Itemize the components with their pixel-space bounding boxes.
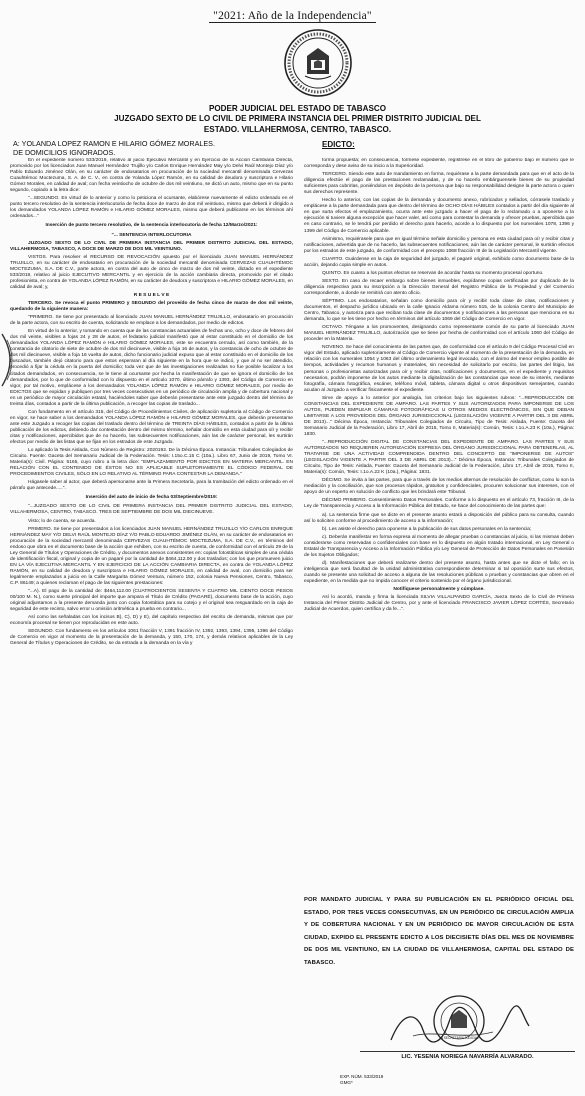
closing-mandate: POR MANDATO JUDICIAL Y PARA SU PUBLICACIÓN EN EL PERIÓDICO OFICIAL DEL ESTADO, POR TRES VECES CONSECUTIVAS, EN UN PERIÓDICO DE CIRCULACIÓN AMPLIA Y DE COBERTURA NACIONAL Y EN UN PERIÓDICO DE MAYOR CIRCULACIÓN DE ESTA CIUDAD, EXPIDO EL PRESENTE EDICTO A LOS DIECISIETE DÍAS DEL MES DE NOVIEMBRE DE DOS MIL VEINTIUNO, EN LA CIUDAD DE VILLAHERMOSA, CAPITAL DEL ESTADO DE TABASCO. bbox=[304, 897, 574, 966]
file-initials: GMG* bbox=[340, 1079, 353, 1085]
left-section-title: Inserción de punto tercero resolutivo, de la sentencia interlocutoria de fecha 12/Marzo/2021: bbox=[45, 223, 258, 229]
right-paragraph: Hecho lo anterior, con las copias de la demanda y documento anexo, rubricados y sellados, córrasele traslado y emplácese a la parte demandada para que dentro del término de OCHO DÍAS HÁBILES contados a partir del día siguiente al en que surta efectos el emplazamiento, ocurra ante este juzgado a hacer el pago de lo reclamado o a oponerse a la ejecución si tuviere alguna excepción que hacer valer, así como para contestar la demanda y ofrecer pruebas, apercibida que en caso contrario, se le tendrá por perdido el derecho para hacerlo, acorde a lo dispuesto por los numerales 1078, 1396 y 1399 del Código de Comercio aplicable. bbox=[304, 198, 574, 234]
right-paragraph: OCTAVO. Téngase a los promoventes, designando como representante común de su parte al licenciado JUAN MANUEL HERNÁNDEZ TRUJILLO, autorización que se tiene por hecha de conformidad con el artículo 1060 del Código de proceder en la Materia. bbox=[304, 325, 574, 343]
left-paragraph: "...SEGUNDO. En virtud de lo anterior y como lo peticiona el ocursante, elabórese nuevamente el edicto ordenado en el punto tercero resolutivo de la sentencia interlocutoria de fecha doce de marzo de dos mil veintiuno, mismo que deberá ir dirigido a los demandados YOLANDA LÓPEZ RAMÓN e HILARIO GÓMEZ MORALES, mismo que deberá publicarse en los términos ahí ordenados..." bbox=[10, 196, 293, 220]
right-paragraph: "...REPRODUCCIÓN DIGITAL DE CONSTANCIAS DEL EXPEDIENTE DE AMPARO. LAS PARTES Y SUS AUTORIZADOS NO REQUIEREN AUTORIZACIÓN EXPRESA DEL ÓRGANO JURISDICCIONAL PARA OBTENERLAS, AL TRATARSE DE UNA ACTIVIDAD COMPRENDIDA DENTRO DEL CONCEPTO DE "IMPONERSE DE AUTOS" (LEGISLACIÓN VIGENTE A PARTIR DEL 3 DE ABRIL DE 2013)..." Décima Época, Instancia: Tribunales Colegiados de Circuito, Tipo de Tesis: Aislada, Fuente: Gaceta del Semanario Judicial de la Federación, Libro 17, Abril de 2015, Tomo II, Materia(s): Común, Tesis: I.1o.A.22 K (10a.), Página: 1831. bbox=[304, 440, 574, 476]
left-paragraph: "...A). El pago de la cantidad de: $464,112.00 (CUATROCIENTOS SESENTA Y CUATRO MIL CIENTO DOCE PESOS 00/100 M. N.), como suerte principal del importe que ampara el Título de Crédito (PAGARÉ), documento base de la acción, cuyo original adjuntamos a la presente demanda junto con copia fotostática para su cotejo y el original sea resguardado en la caja de seguridad de este recinto, salvo error u omisión aritmética a prueba en contrario... bbox=[10, 589, 293, 613]
header-line-2: JUZGADO SEXTO DE LO CIVIL DE PRIMERA INSTANCIA DEL PRIMER DISTRITO JUDICIAL DEL ESTADO. VILLAHERMOSA, CENTRO, TABASCO. bbox=[114, 114, 481, 134]
right-paragraph: Así lo acordó, manda y firma la licenciada SILVIA VILLALPANDO GARCÍA, Jueza Sexto de lo Civil de Primera Instancia del Primer Distrito Judicial de Centro, por y ante el licenciado FRANCISCO JAVIER LÓPEZ CORTÉS, Secretario Judicial de Acuerdos, quien certifica y da fe...". bbox=[304, 595, 574, 613]
left-paragraph: En virtud de lo anterior, y tomando en cuenta que de las constancias actuariales de fechas uno, ocho y doce de febrero del dos mil veinte, visibles a fojas 24 y 28 de autos, el fedatario judicial manifestó que al estar constituido en el domicilio de los demandados YOLANDA LÓPEZ RAMÓN e HILARIO GÓMEZ MORALES, este se encuentra cerrado, así como también, de la constancia de citatorio de siete de octubre de dos mil diecinueve, visible a foja 16 de autos, y la constancia de ocho de octubre de dos mil diecinueve, visible a foja 16 vuelta de autos, dicho funcionario judicial expuso que al estar constituido en el domicilio de los buscados, también dejó citatorio para que estos esperaran al día siguiente en la hora que se indicó, y que al no ser atendido, procedió a fijar la cédula en la puerta del domicilio; toda vez que de las investigaciones realizadas no fue posible localizar a los citados demandados, en consecuencia, se le tiene al ocursante por hecha la manifestación de que se ignora el domicilio de los demandados, por lo que de conformidad con lo dispuesto en el artículo 1070, último párrafo y 1393, del Código de Comercio en vigor, por tal motivo, emplácese a los demandados YOLANDA LÓPEZ RAMÓN e HILARIO GÓMEZ MORALES, por medio de EDICTOS que se expidan y publiquen por tres veces consecutivas en un periódico de circulación amplia y de cobertura nacional y en un periódico de mayor circulación estatal, haciéndoles saber que deberán presentarse ante este juzgado dentro del término de treinta días, contados a partir de la última publicación, a recoger las copias de traslado... bbox=[10, 329, 293, 407]
right-column bbox=[304, 158, 574, 893]
left-paragraph: SEGUNDO. Con fundamento en los artículos 1061 fracción V, 1391 fracción IV, 1392, 1393, 1394, 1395, 1396 del Código de Comercio en vigor al momento de la presentación de la demanda, y 150, 170, 174, y demás relativos aplicables de la Ley General de Títulos y Operaciones de Crédito, se da entrada a la demanda en la vía y bbox=[10, 629, 293, 647]
edicto-title: EDICTO: bbox=[322, 140, 355, 149]
right-paragraph: forma propuesta; en consecuencia, fórmese expediente, regístrese en el libro de gobierno bajo el número que le corresponda y dese aviso de su inicio a la Superioridad. bbox=[304, 158, 574, 170]
left-paragraph: Así como las señaladas con los incisos B), C), D) y E), del capítulo respectivo del escrito de demanda, mismas que por economía procesal se tienen por reproducidas en este auto. bbox=[10, 615, 293, 627]
left-paragraph: "...JUZGADO SEXTO DE LO CIVIL DE PRIMERA INSTANCIA DEL PRIMER DISTRITO JUDICIAL DEL ESTADO, VILLAHERMOSA, CENTRO, TABASCO. TRES DE SEPTIEMBRE DE DOS MIL DIECINUEVE. bbox=[10, 504, 293, 516]
right-paragraph: c). Deberán manifestar en forma expresa al momento de allegar pruebas o constancias al juicio, si las mismas deben considerarse como reservadas o confidenciales con base en lo dispuesto en algún tratado internacional, en Ley General o Estatal de Transparencia y Acceso a la Información Pública y/o Ley General de Protección de Datos Personales en Posesión de los Sujetos Obligados; bbox=[304, 534, 574, 558]
right-paragraph: DÉCIMO. Se invita a las partes, para que a través de los medios alternos de resolución de conflictos, como lo son la mediación y la conciliación, que son procesos rápidos, gratuitos y confidenciales, procuren solucionar sus intereses, con el apoyo de un experto en solución de conflicto que les brindará este Tribunal. bbox=[304, 478, 574, 496]
right-paragraph: SEXTO. En caso de recaer embargo sobre bienes inmuebles, expídanse copias certificadas por duplicado de la diligencia respectiva para su inscripción a la Dirección General del Registro Público de la Propiedad y del Comercio correspondiente, a donde se remitirá con atento oficio. bbox=[304, 278, 574, 296]
left-section-title: "... SENTENCIA INTERLOCUTORIA bbox=[111, 232, 192, 238]
left-section-title: Inserción del auto de inicio de fecha 03/Septiembre/2019: bbox=[85, 495, 218, 501]
year-banner bbox=[0, 10, 585, 22]
right-paragraph: CUARTO. Guárdense en la caja de seguridad del juzgado, el pagaré original, exhibido como documento base de la acción, dejando copia simple en autos. bbox=[304, 256, 574, 268]
right-paragraph: Sirve de apoyo a lo anterior por analogía, los criterios bajo los siguientes rubros: "...REPRODUCCIÓN DE CONSTANCIAS DEL EXPEDIENTE DE AMPARO. LAS PARTES Y SUS AUTORIZADOS PARA IMPONERSE DE LOS AUTOS, PUEDEN EMPLEAR CÁMARAS FOTOGRÁFICAS U OTROS MEDIOS ELECTRÓNICOS, SIN QUE DEBAN LIMITARSE A LOS PROVEÍDOS DEL ÓRGANO JURISDICCIONAL (LEGISLACIÓN VIGENTE A PARTIR DEL 3 DE ABRIL DE 2013)..." Décima Época, Instancia: Tribunales Colegiados de Circuito, Tipo de Tesis: Aislada, Fuente: Gaceta del Semanario Judicial de la Federación, Libro 17, Abril de 2015, Tomo II, Materia(s): Común, Tesis: I.1o.A.23 K (10a.), Página: 1830. bbox=[304, 395, 574, 437]
right-paragraph: a). La sentencia firme que se dicte en el presente asunto estará a disposición del público para su consulta, cuando así lo soliciten conforme al procedimiento de acceso a la información; bbox=[304, 512, 574, 524]
left-paragraph: Hágasele saber al actor, que deberá apersonarse ante la Primera Secretaría, para la tramitación del edicto ordenado en el párrafo que antecede.....". bbox=[10, 480, 293, 492]
right-paragraph: b). Les asiste el derecho para oponerse a la publicación de sus datos personales en la sentencia; bbox=[322, 526, 532, 532]
court-seal-icon bbox=[283, 28, 353, 98]
signer-name: LIC. YESENIA NORIEGA NAVARRÍA ALVARADO. bbox=[360, 1051, 575, 1060]
addressee-line-1: A: YOLANDA LOPEZ RAMON E HILARIO GÓMEZ MORALES. bbox=[13, 139, 215, 148]
year-banner-text: "2021: Año de la Independencia" bbox=[209, 10, 376, 23]
left-column bbox=[10, 158, 293, 1062]
addressee bbox=[13, 140, 313, 158]
left-paragraph: JUZGADO SEXTO DE LO CIVIL DE PRIMERA INSTANCIA DEL PRIMER DISTRITO JUDICIAL DEL ESTADO, VILLAHERMOSA, TABASCO, A DOCE DE MARZO DE DOS MIL VEINTIUNO. bbox=[10, 240, 293, 252]
left-paragraph: "PRIMERO. Se tiene por presentado al licenciado JUAN MANUEL HERNÁNDEZ TRUJILLO, endosatario en procuración de la parte actora, con su escrito de cuenta, solicitando se emplace a los demandados, por medio de edictos. bbox=[10, 315, 293, 327]
right-paragraph: TERCERO. Siendo este auto de mandamiento en forma, requiérase a la parte demandada para que en el acto de la diligencia efectúe el pago de las prestaciones reclamadas, y de no hacerlo embárguensele bienes de su propiedad suficientes para cubrirlas, poniéndolos en depósito de la persona que bajo su responsabilidad designe la parte actora o quien sus derechos represente. bbox=[304, 172, 574, 196]
left-paragraph: VISTOS. Para resolver el RECURSO DE REVOCACIÓN opuesto por el licenciado JUAN MANUEL HERNÁNDEZ TRUJILLO, en su carácter de endosatario en procuración de la sociedad mercantil denominada CERVEZAS CUAUHTÉMOC MOCTEZUMA, S.A. DE C.V., parte actora, en contra del auto de cinco de marzo de dos mil veinte, dictado en el expediente 533/2019, relativo al juicio EJECUTIVO MERCANTIL y en ejercicio de la acción cambiaria directa, promovido por el citado profesionista, en contra de YOLANDA LÓPEZ RAMÓN, en su carácter de deudora y suscriptora e HILARIO GÓMEZ MORALES, en calidad de aval; y, bbox=[10, 254, 293, 290]
right-paragraph: SÉPTIMO. Los endosatarios, señalan como domicilio para oír y recibir toda clase de citas, notificaciones y documentos, el despacho jurídico ubicado en la calle Ignacio Aldama número 515, de la colonia Centro del Municipio de Centro, Tabasco, y autoriza para que reciban toda clase de documentos y notificaciones a las personas que menciona en su demanda, lo que se les tiene por hecho en términos del artículo 1069 del Código de Comercio en vigor. bbox=[304, 298, 574, 323]
header-line-1: PODER JUDICIAL DEL ESTADO DE TABASCO bbox=[208, 104, 387, 113]
left-section-title: R E S U E L V E bbox=[133, 292, 170, 298]
left-paragraph: TERCERO. Se revoca el punto PRIMERO y SEGUNDO del proveído de fecha cinco de marzo de dos mil veinte, quedando de la siguiente manera: bbox=[10, 300, 293, 313]
stamp-text: LA SECRETARIA JUDICIAL bbox=[439, 1036, 479, 1040]
handwritten-signature bbox=[383, 1000, 533, 1052]
left-paragraph: En el expediente número 533/2019, relativo al juicio Ejecutivo Mercantil y en Ejercicio de la Acción Cambiaria Directa, promovido por los licenciados Juan Manuel Hernández Trujillo y/o Carlos Enrique Hernández May y/o Delvi Raúl Montejo Díaz y/o Pablo Eduardo Jiménez Olán, en su carácter de endosatarios en procuración de la sociedad mercantil denominada Cervezas Cuauhtémoc Moctezuma, S. A. de C. V., en contra de Yolanda López Ramón, en su calidad de deudora y suscriptora e Hilario Gómez Morales, en calidad de aval; con fecha veintiocho de octubre de dos mil veintiuno, se dictó un auto, mismo que en su punto segundo, copiado a la letra dice: bbox=[10, 158, 293, 194]
left-paragraph: PRIMERO. Se tiene por presentados a los licenciados JUAN MANUEL HERNÁNDEZ TRUJILLO Y/O CARLOS ENRIQUE HERNÁNDEZ MAY Y/O DELVI RAÚL MONTEJO DÍAZ Y/O PABLO EDUARDO JIMÉNEZ OLÁN, en su carácter de endosatarios en procuración de la sociedad mercantil denominada CERVEZAS CUAUHTÉMOC MOCTEZUMA, S.A. DE C.V., en términos del endoso que obra en el documento base de la acción que exhiben, con su escrito de cuenta, de conformidad con el artículo 29 de la Ley General de Títulos y Operaciones de Crédito, y documentos anexos consistentes en: copias fotostáticas simples de una cédula de identificación fiscal, original y copia de un pagaré por la cantidad de $464,112.00 y dos traslados; con los que promueven juicio EN LA VÍA EJECUTIVA MERCANTIL Y EN EJERCICIO DE LA ACCIÓN CAMBIARIA DIRECTA, en contra de YOLANDA LÓPEZ RAMÓN, en su calidad de deudora y suscriptora e HILARIO GÓMEZ MORALES, en calidad de aval, con domicilio para ser legalmente emplazados a juicio en la Calle Margarita Gómez Ventura, número 152, colonia Nueva Pensiones, Centro, Tabasco, C.P. 86149; a quienes reclaman el pago de las siguientes prestaciones: bbox=[10, 526, 293, 586]
right-paragraph: Asimismo, requiérasele para que en igual término señale domicilio y persona en esta ciudad para oír y recibir citas y notificaciones, advertida que de no hacerlo, las subsecuentes notificaciones, aún las de carácter personal, le surtirán efectos por los estrados de este juzgado, de conformidad con el precepto 1068 fracción III de la Legislación Mercantil vigente. bbox=[304, 236, 574, 254]
left-paragraph: Lo aplicado la Tesis Aislada, Con Número de Registro: 2020192. De la Décima Época. Instancia: Tribunales Colegiados de Circuito. Fuente: Gaceta del Semanario Judicial de la Federación. Tesis: I.15o.C.15 C (10a.). Libro 67, Junio de 2019, Tomo VI. Materia(s): Civil. Página: 5165, cuyo rubro a la letra dice: "EMPLAZAMIENTO POR EDICTOS EN MATERIA MERCANTIL. EN RELACIÓN CON EL CONTENIDO DE ÉSTOS NO ES APLICABLE SUPLETORIAMENTE EL CÓDIGO FEDERAL DE PROCEDIMIENTOS CIVILES, SÓLO EN LO RELATIVO AL TÉRMINO PARA CONTESTAR LA DEMANDA." bbox=[10, 448, 293, 478]
court-header bbox=[110, 104, 485, 135]
right-paragraph: QUINTO. En cuanto a los puntos efectos se reservan de acordar hasta su momento procesal oportuno. bbox=[322, 270, 544, 276]
right-paragraph: DÉCIMO PRIMERO. Consentimiento Datos Personales. Conforme a lo dispuesto en el artículo 73, fracción III, de la Ley de Transparencia y Acceso a la Información Pública del Estado, se hace del conocimiento de las partes que: bbox=[304, 498, 574, 510]
file-number: EXP. NÚM. 533/2019 bbox=[340, 1074, 384, 1079]
right-paragraph: Notifíquese personalmente y cúmplase. bbox=[393, 587, 485, 593]
addressee-line-2: DE DOMICILIOS IGNORADOS. bbox=[13, 147, 116, 157]
left-paragraph: Visto; lo de cuenta, se acuerda. bbox=[28, 518, 96, 524]
right-paragraph: NOVENO. Se hace del conocimiento de las partes que, de conformidad con el artículo 9 del Código Procesal Civil en vigor del Estado, aplicado supletoriamente al Código de Comercio vigente al momento de la presentación de la demanda, en relación con los numerales 1054 y 1063 del último ordenamiento legal invocado, con el ánimo del menor empleo posible de tiempos, actividades y recursos humanos y materiales, sin necesidad de solicitarlo por escrito, las partes del litigio, las personas o profesionistas autorizadas para oír y recibir citas, notificaciones y documentos, en el expediente y requisitos necesarios, podrán imponerse de los autos mediante la digitalización de las constancias que sean de su interés, mediante fotografía, cámara fotográfica, escáner, teléfono móvil, tableta, cámara digital u otros dispositivos semejantes, cuando acudan al Juzgado a verificar físicamente el expediente. bbox=[304, 345, 574, 393]
file-reference bbox=[340, 1074, 383, 1085]
right-paragraph: d). Manifestaciones que deberá realizarse dentro del presente asunto, hasta antes que se dicte el fallo; en la inteligencia que será facultad de la unidad administrativa correspondiente determinar si tal oposición surte sus efectos, cuando se presente una solicitud de acceso a alguna de las resoluciones públicas o pruebas y constancias que obren en el expediente, en la medida que no impida conocer el criterio sostenido por el órgano jurisdiccional. bbox=[304, 560, 574, 584]
left-paragraph: Con fundamento en el artículo 315, del Código de Procedimientos Civiles, de aplicación supletoria al Código de Comercio en vigor, se hace saber a los demandados YOLANDA LÓPEZ RAMÓN e HILARIO GÓMEZ MORALES, que deberán presentarse ante este Juzgado a recoger las copias del traslado dentro del término de TREINTA DÍAS HÁBILES, contados a partir de la última publicación de los edictos, debiendo dar contestación dentro del mismo término, señalar domicilio en esta ciudad para oír y recibir citas y notificaciones, apercibidos que de no hacerlo, las subsecuentes notificaciones, aún las de carácter personal, les surtirán efectos por medio de las listas que se fijan en los estrados de este Juzgado. bbox=[10, 409, 293, 446]
